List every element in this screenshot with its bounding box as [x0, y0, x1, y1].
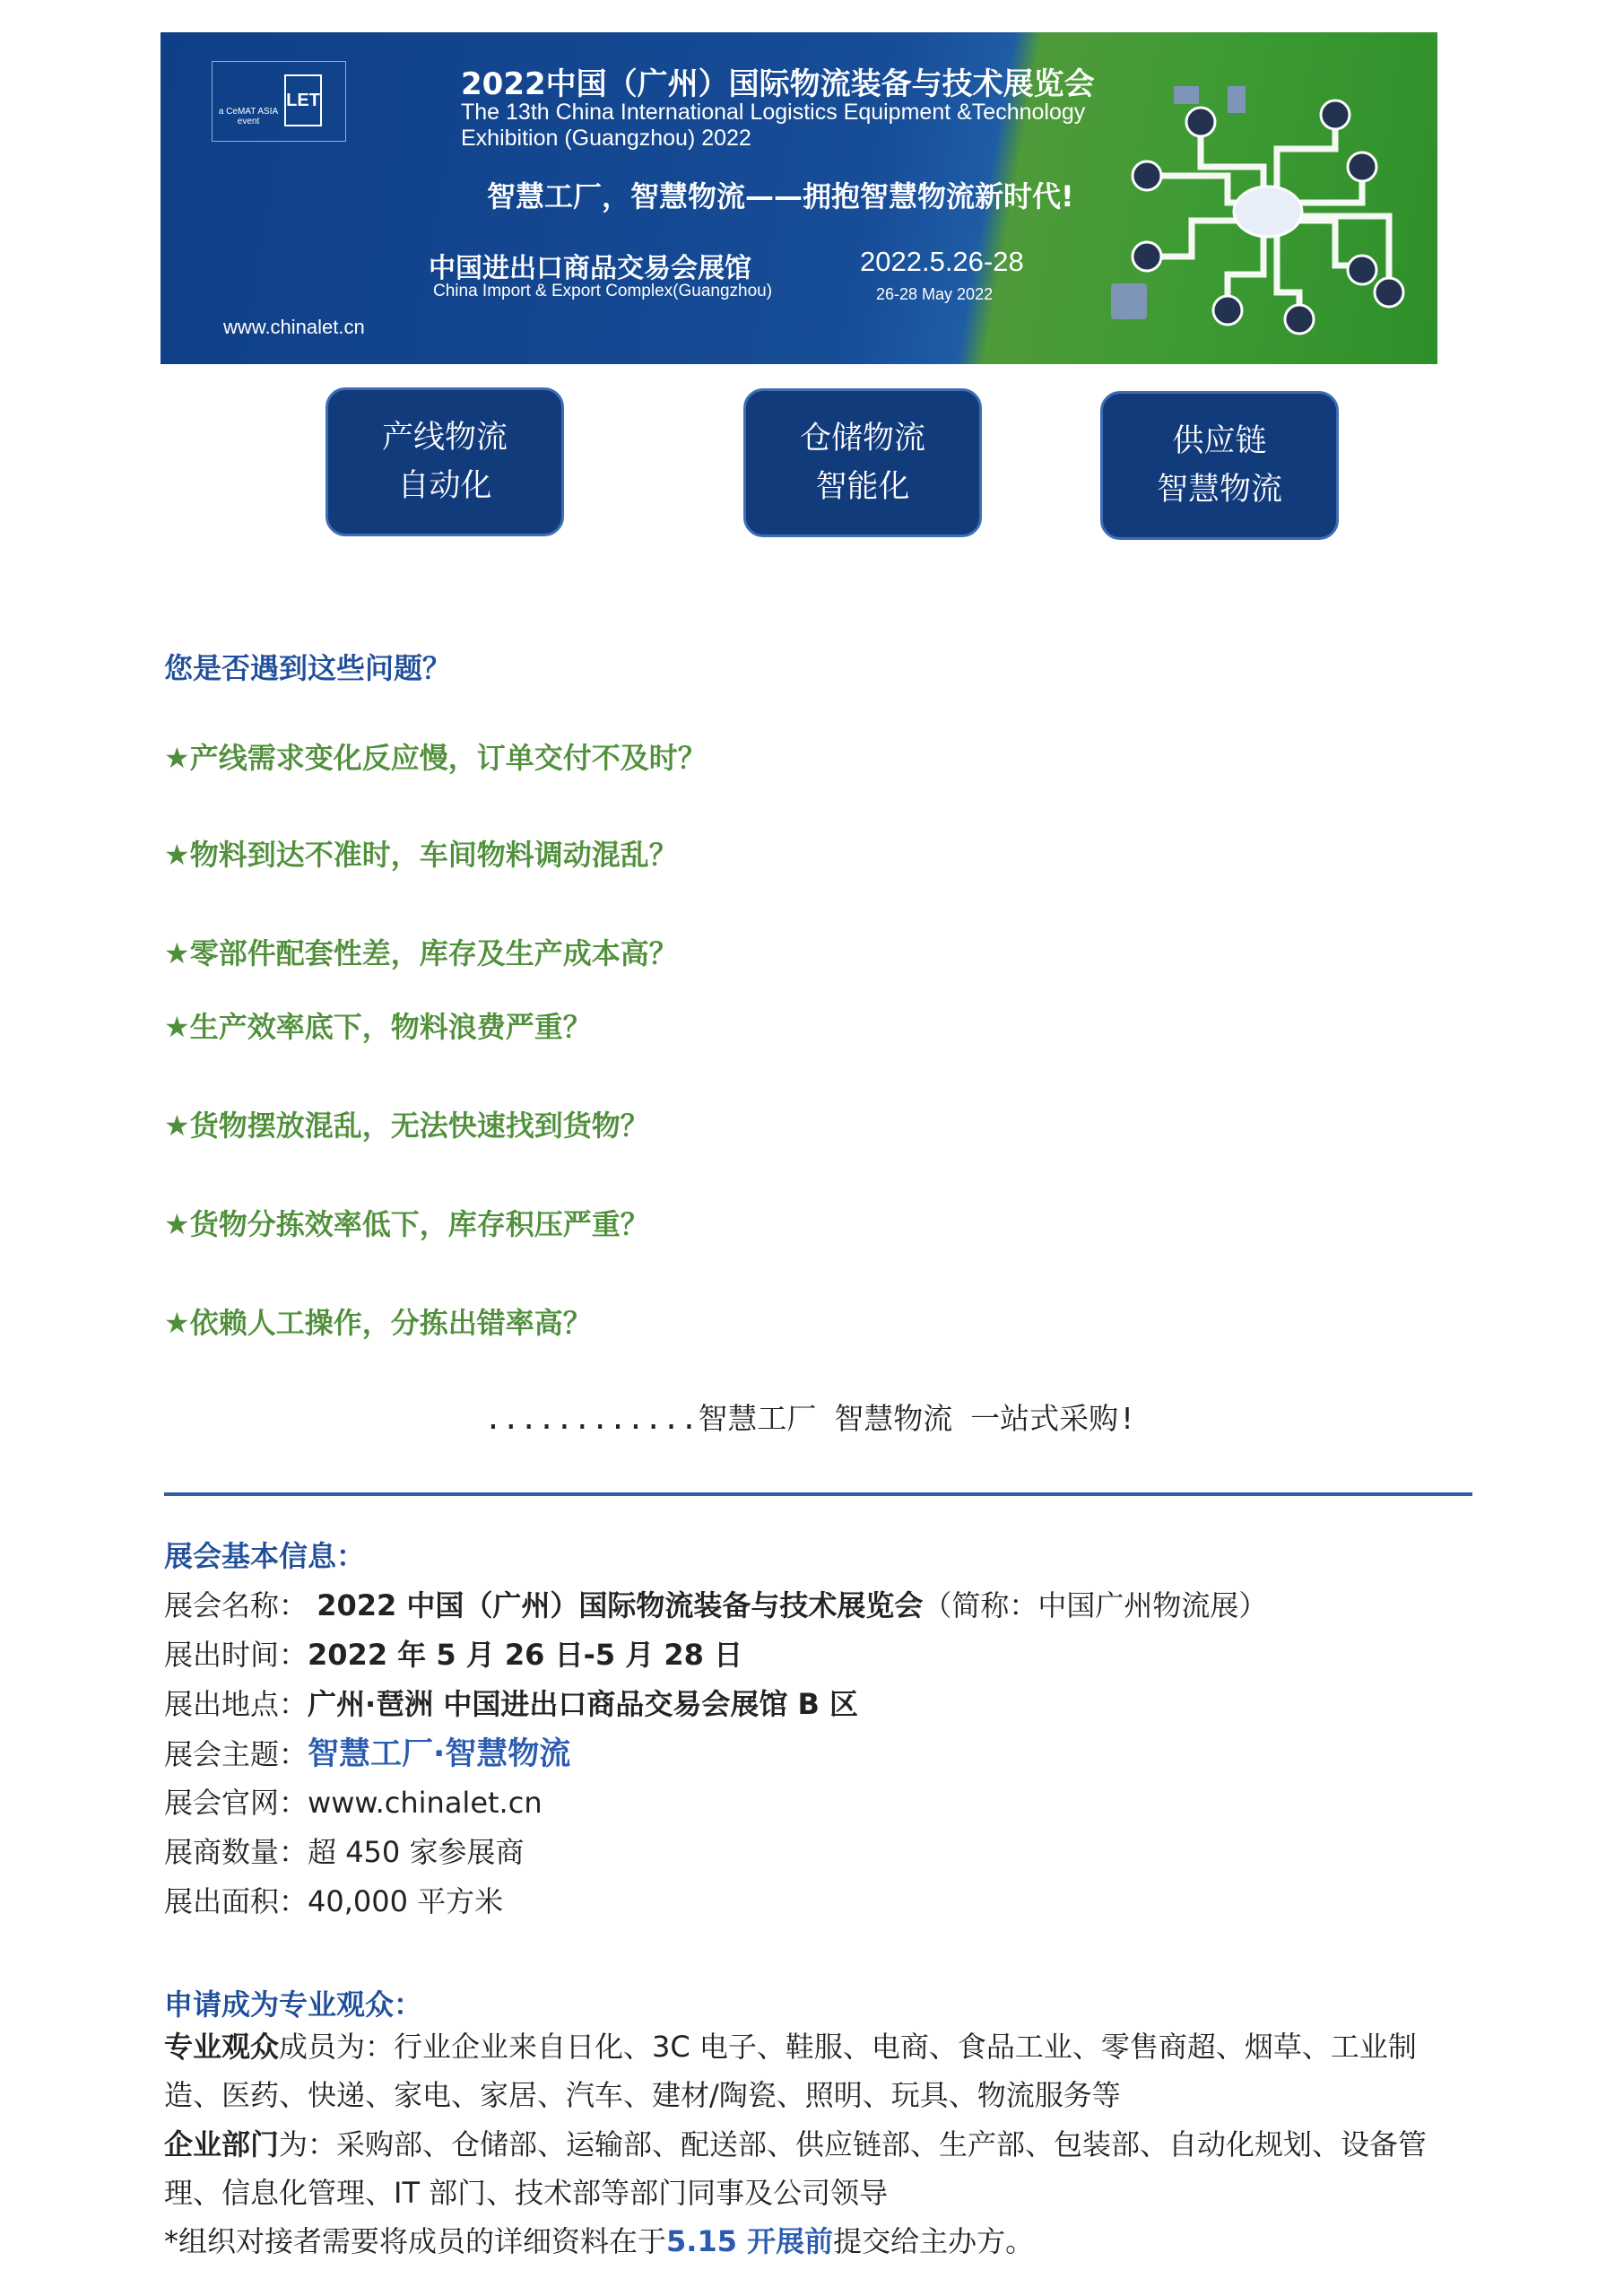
info-row-name: [164, 1583, 1267, 1624]
question-item: ★零部件配套性差，库存及生产成本高？: [164, 936, 678, 970]
info-value: 智慧工厂·智慧物流: [308, 1736, 571, 1772]
info-label: 展会官网：: [164, 1786, 308, 1820]
category-pill-supply-chain: [1100, 391, 1339, 540]
question-item: ★物料到达不准时，车间物料调动混乱？: [164, 838, 678, 872]
info-label: 展商数量：: [164, 1835, 308, 1869]
submission-note: [164, 2217, 1473, 2266]
info-row-time: [164, 1632, 742, 1674]
info-row-area: [164, 1879, 503, 1920]
category-pill-production-line: [326, 387, 564, 536]
website-link[interactable]: www.chinalet.cn: [308, 1786, 543, 1820]
banner-venue-en: China Import & Export Complex(Guangzhou): [433, 282, 773, 300]
note-prefix: *组织对接者需要将成员的详细资料在于: [164, 2224, 667, 2258]
logistics-network-illustration: [1093, 68, 1416, 355]
note-deadline: 5.15 开展前: [666, 2224, 834, 2258]
info-value: 2022 年 5 月 26 日-5 月 28 日: [308, 1638, 743, 1672]
exhibition-banner: [161, 32, 1437, 364]
question-item: ★产线需求变化反应慢，订单交付不及时？: [164, 741, 707, 775]
question-item: ★货物分拣效率低下，库存积压严重？: [164, 1207, 649, 1241]
banner-slogan: 智慧工厂，智慧物流——拥抱智慧物流新时代!: [487, 179, 1074, 213]
one-stop-tagline: ............智慧工厂 智慧物流 一站式采购!: [484, 1401, 1137, 1436]
para-text: 成员为：行业企业来自日化、3C 电子、鞋服、电商、食品工业、零售商超、烟草、工业制造、医药、快递、家电、家居、汽车、建材/陶瓷、照明、玩具、物流服务等: [164, 2030, 1417, 2112]
banner-date-en: 26-28 May 2022: [876, 285, 994, 303]
cemat-asia-logo-text: a CeMAT ASIA event: [218, 107, 279, 126]
pill-line1: 仓储物流: [799, 421, 925, 457]
para-text: 为：采购部、仓储部、运输部、配送部、供应链部、生产部、包装部、自动化规划、设备管理、信息化管理、IT 部门、技术部等部门同事及公司领导: [164, 2127, 1428, 2210]
info-row-exhibitors: [164, 1830, 524, 1871]
banner-date: 2022.5.26-28: [860, 246, 1024, 277]
let-logo-mark: LET: [284, 74, 322, 126]
info-value: 40,000 平方米: [308, 1884, 504, 1918]
pill-line2: 智能化: [815, 469, 910, 505]
let-logo: [212, 61, 346, 142]
pill-line1: 供应链: [1172, 423, 1267, 459]
info-value: 2022 中国（广州）国际物流装备与技术展览会: [317, 1588, 924, 1622]
section-divider: [164, 1492, 1472, 1496]
banner-title-en: The 13th China International Logistics Equipment &Technology Exhibition (Guangzhou) 2022: [461, 100, 1086, 151]
pill-line2: 智慧物流: [1156, 472, 1282, 508]
pill-line2: 自动化: [397, 468, 492, 504]
info-row-theme: [164, 1729, 570, 1774]
banner-venue-cn: 中国进出口商品交易会展馆: [429, 253, 751, 284]
info-value: 广州·琶洲 中国进出口商品交易会展馆 B 区: [308, 1687, 858, 1721]
info-heading: 展会基本信息：: [164, 1539, 366, 1573]
visitors-heading: 申请成为专业观众：: [164, 1987, 423, 2022]
category-pill-warehouse: [743, 388, 982, 537]
question-item: ★生产效率底下，物料浪费严重？: [164, 1010, 592, 1044]
visitors-industries-paragraph: [164, 2022, 1473, 2119]
info-row-place: [164, 1682, 858, 1723]
info-value: 超 450 家参展商: [308, 1835, 525, 1869]
info-label: 展出地点：: [164, 1687, 308, 1721]
para-bold-term: 专业观众: [164, 2030, 280, 2064]
banner-title-cn: 2022中国（广州）国际物流装备与技术展览会: [461, 66, 1095, 102]
pill-line1: 产线物流: [381, 420, 508, 456]
info-label: 展出时间：: [164, 1638, 308, 1672]
info-row-website: [164, 1780, 543, 1822]
note-suffix: 提交给主办方。: [833, 2224, 1035, 2258]
info-label: 展出面积：: [164, 1884, 308, 1918]
question-item: ★货物摆放混乱，无法快速找到货物？: [164, 1109, 649, 1143]
info-label: 展会主题：: [164, 1737, 308, 1771]
questions-heading: 您是否遇到这些问题？: [164, 651, 452, 685]
question-item: ★依赖人工操作，分拣出错率高？: [164, 1306, 592, 1340]
banner-website: www.chinalet.cn: [223, 316, 365, 338]
para-bold-term: 企业部门: [164, 2127, 280, 2161]
visitors-departments-paragraph: [164, 2120, 1473, 2217]
info-label: 展会名称：: [164, 1588, 308, 1622]
info-note: （简称：中国广州物流展）: [923, 1588, 1268, 1622]
